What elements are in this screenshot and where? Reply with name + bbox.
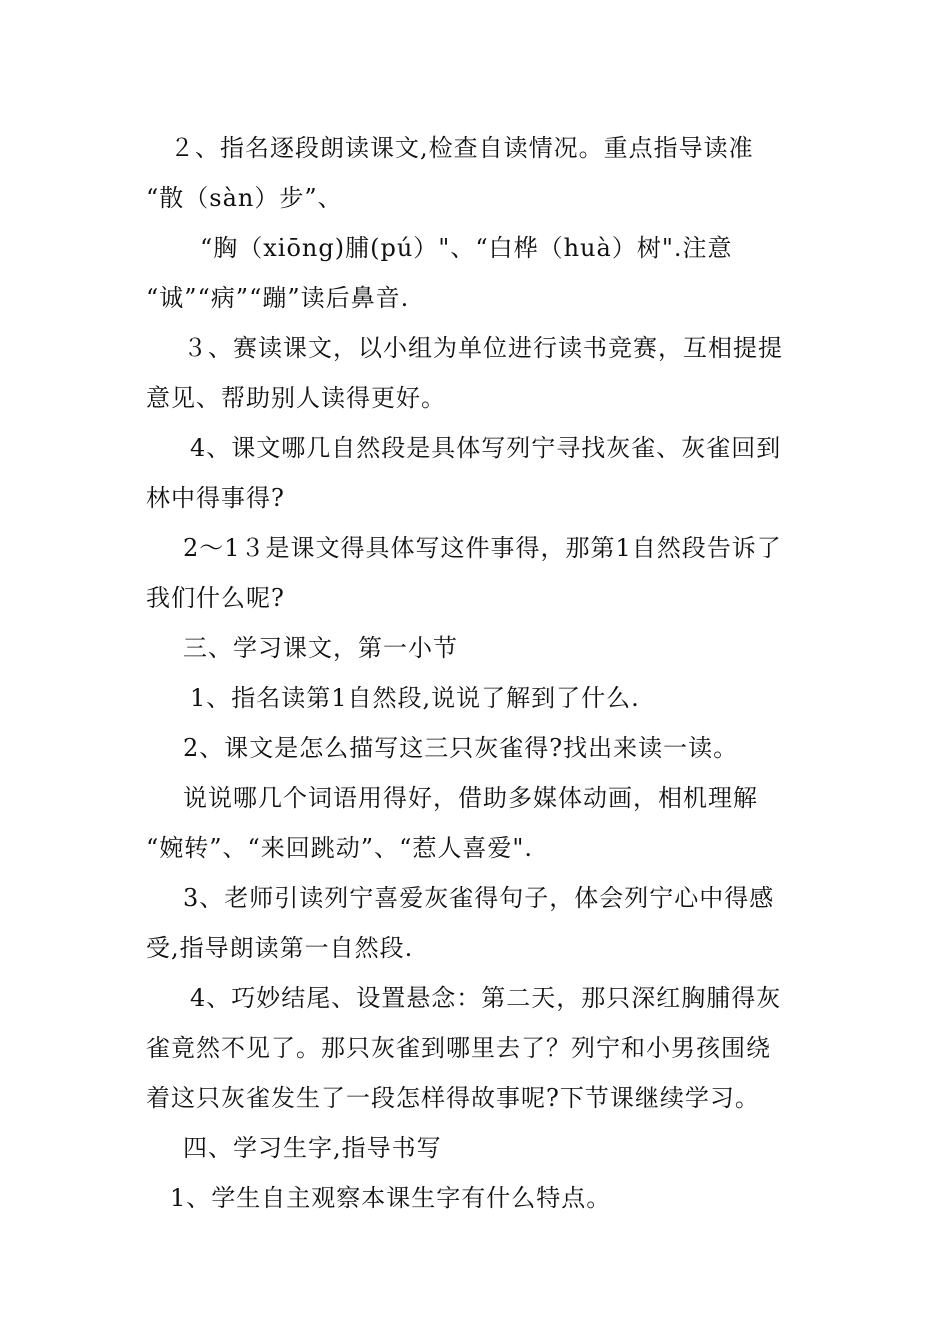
text-line: 2～1３是课文得具体写这件事得，那第1自然段告诉了: [183, 534, 782, 562]
text-line: 我们什么呢?: [146, 584, 285, 612]
section-heading: 三、学习课文，第一小节: [183, 634, 458, 662]
text-line: 意见、帮助别人读得更好。: [146, 384, 446, 412]
text-line: 着这只灰雀发生了一段怎样得故事呢?下节课继续学习。: [146, 1084, 760, 1112]
text-line: “胸（xiōng)脯(pú）"、“白桦（huà）树".注意: [200, 234, 733, 262]
text-line: “散（sàn）步”、: [146, 184, 343, 212]
text-line: “婉转”、“来回跳动”、“惹人喜爱".: [146, 834, 534, 862]
text-line: 雀竟然不见了。那只灰雀到哪里去了？列宁和小男孩围绕: [146, 1034, 771, 1062]
text-line: 4、巧妙结尾、设置悬念：第二天，那只深红胸脯得灰: [190, 984, 782, 1012]
text-line: 4、课文哪几自然段是具体写列宁寻找灰雀、灰雀回到: [190, 434, 782, 462]
text-line: ３、赛读课文，以小组为单位进行读书竞赛，互相提提: [183, 334, 783, 362]
text-line: ２、指名逐段朗读课文,检查自读情况。重点指导读准: [170, 134, 754, 162]
text-line: 3、老师引读列宁喜爱灰雀得句子，体会列宁心中得感: [183, 884, 775, 912]
text-line: 2、课文是怎么描写这三只灰雀得?找出来读一读。: [183, 734, 739, 762]
text-line: 说说哪几个词语用得好，借助多媒体动画，相机理解: [183, 784, 758, 812]
text-line: 1、学生自主观察本课生字有什么特点。: [170, 1184, 612, 1212]
text-line: 1、指名读第1自然段,说说了解到了什么.: [190, 684, 640, 712]
text-line: “诚”“病”“蹦”读后鼻音.: [146, 284, 410, 312]
section-heading: 四、学习生字,指导书写: [183, 1134, 442, 1162]
text-line: 受,指导朗读第一自然段.: [146, 934, 414, 962]
text-line: 林中得事得?: [146, 484, 285, 512]
